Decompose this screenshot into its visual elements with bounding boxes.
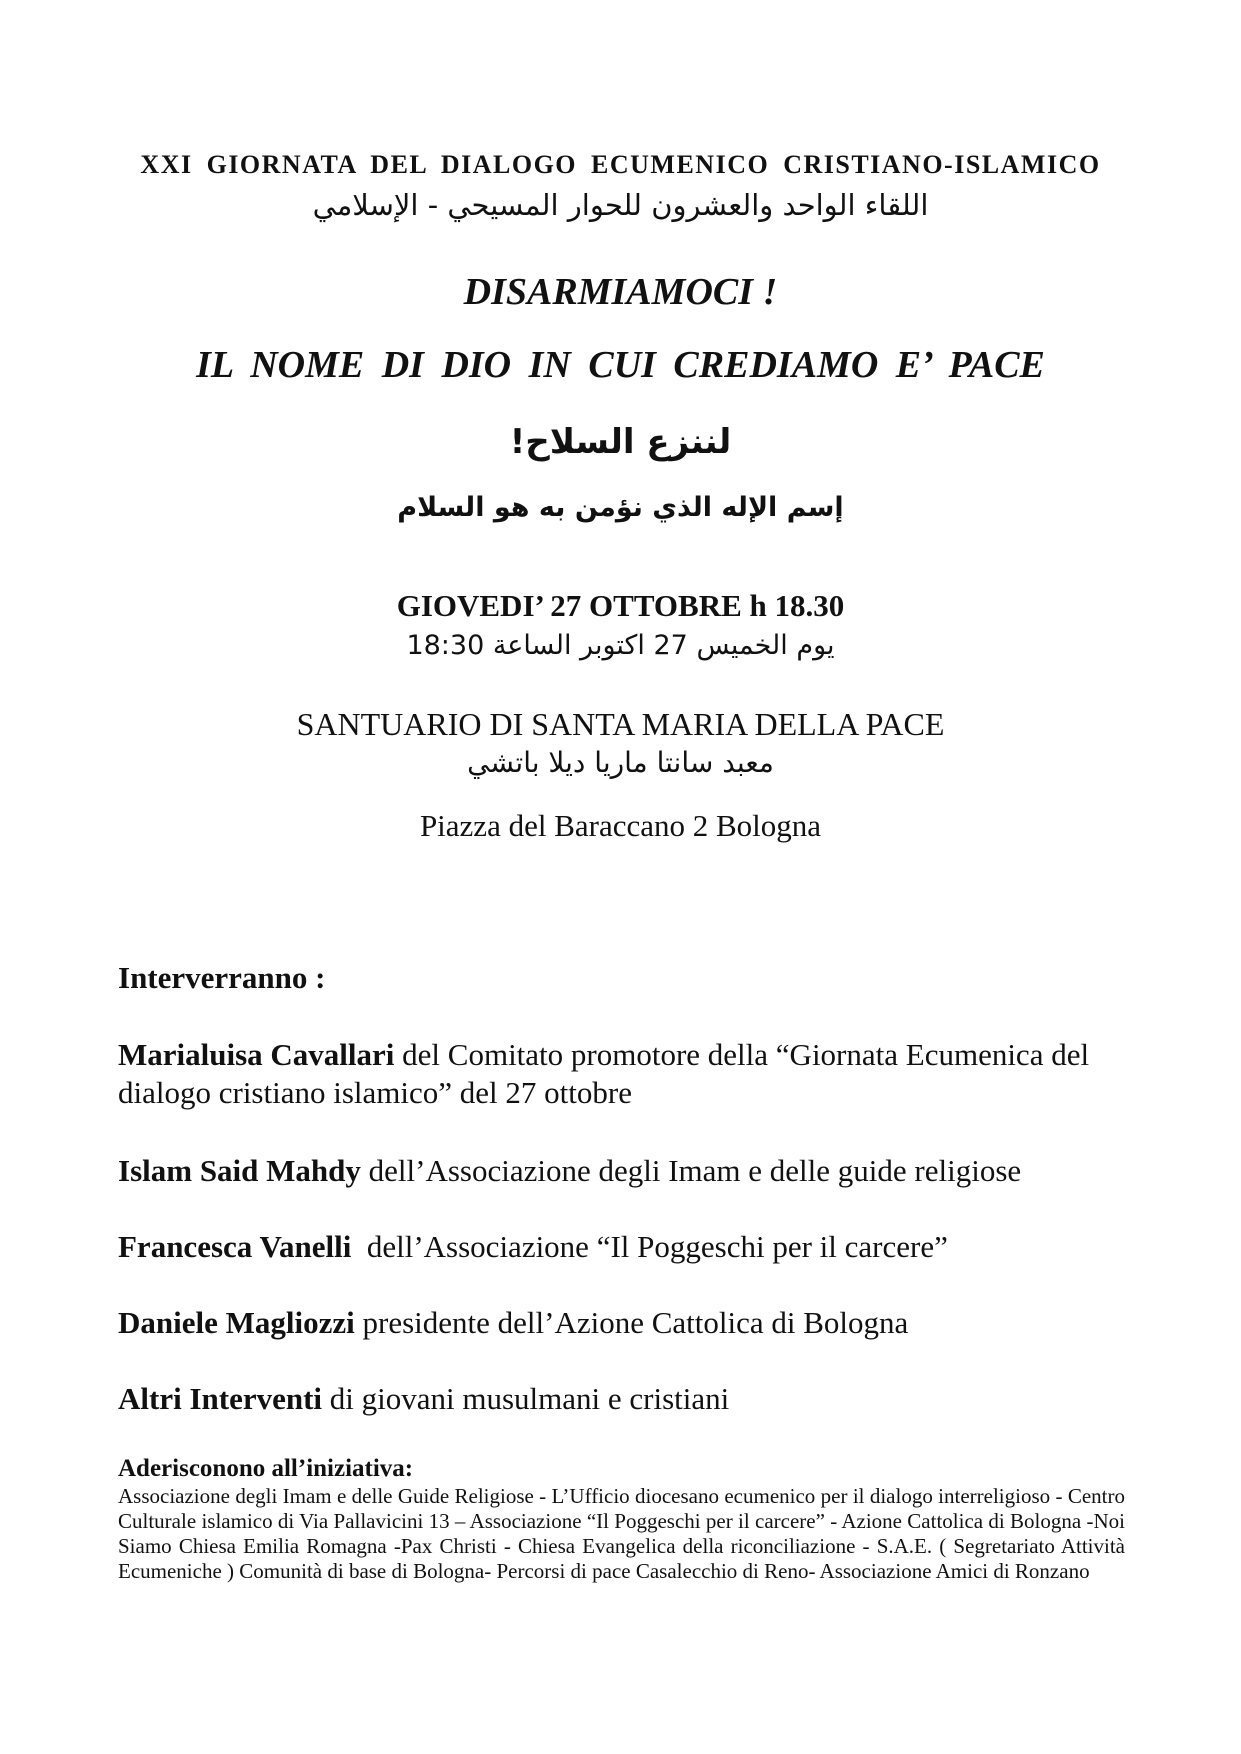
main-title-line1: DISARMIAMOCI !: [463, 271, 778, 313]
speaker-role: del Comitato promotore della “Giornata Ecumenica del dialogo cristiano islamico” del 27 ottobre: [118, 1037, 1090, 1110]
main-title-line2-arabic: إسم الإله الذي نؤمن به هو السلام: [397, 492, 844, 523]
event-venue: SANTUARIO DI SANTA MARIA DELLA PACE: [296, 706, 945, 742]
event-series-heading-arabic: اللقاء الواحد والعشرون للحوار المسيحي - الإسلامي: [312, 188, 929, 222]
speaker-role: presidente dell’Azione Cattolica di Bologna: [354, 1305, 909, 1340]
event-date-arabic: يوم الخميس 27 اكتوبر الساعة 18:30: [406, 630, 835, 661]
speaker-item: [118, 1304, 1125, 1342]
speakers-heading: Interverranno :: [118, 960, 326, 995]
speaker-item: [118, 1036, 1125, 1112]
main-title-line1-arabic: لننزع السلاح!: [509, 422, 732, 462]
adhering-heading: Aderisconono all’iniziativa:: [118, 1455, 414, 1482]
speaker-name: Daniele Magliozzi: [118, 1305, 355, 1340]
speaker-item: [118, 1380, 1125, 1418]
speaker-name: Marialuisa Cavallari: [118, 1037, 395, 1072]
speaker-name: Francesca Vanelli: [118, 1229, 352, 1264]
speaker-name: Altri Interventi: [118, 1381, 323, 1416]
speaker-role: di giovani musulmani e cristiani: [322, 1381, 730, 1416]
event-venue-arabic: معبد سانتا ماريا ديلا باتشي: [467, 746, 774, 779]
main-title-line2: IL NOME DI DIO IN CUI CREDIAMO E’ PACE: [196, 344, 1045, 386]
speaker-item: [118, 1152, 1125, 1190]
speaker-role: dell’Associazione “Il Poggeschi per il carcere”: [351, 1229, 948, 1264]
speaker-name: Islam Said Mahdy: [118, 1153, 361, 1188]
event-series-heading: XXI GIORNATA DEL DIALOGO ECUMENICO CRISTIANO-ISLAMICO: [140, 150, 1101, 179]
event-date: GIOVEDI’ 27 OTTOBRE h 18.30: [396, 588, 845, 623]
event-address: Piazza del Baraccano 2 Bologna: [419, 808, 822, 843]
adhering-organizations-text: Associazione degli Imam e delle Guide Religiose - L’Ufficio diocesano ecumenico per il dialogo interreligioso - Centro Culturale islamico di Via Pallavicini 13 – Associazione “Il Poggeschi per il carcere” - Azione Cattolica di Bologna -Noi Siamo Chiesa Emilia Romagna -Pax Christi - Chiesa Evangelica della riconciliazione - S.A.E. ( Segretariato Attività Ecumeniche ) Comunità di base di Bologna- Percorsi di pace Casalecchio di Reno- Associazione Amici di Ronzano: [118, 1484, 1125, 1583]
speaker-item: [118, 1228, 1125, 1266]
speaker-role: dell’Associazione degli Imam e delle guide religiose: [360, 1153, 1022, 1188]
